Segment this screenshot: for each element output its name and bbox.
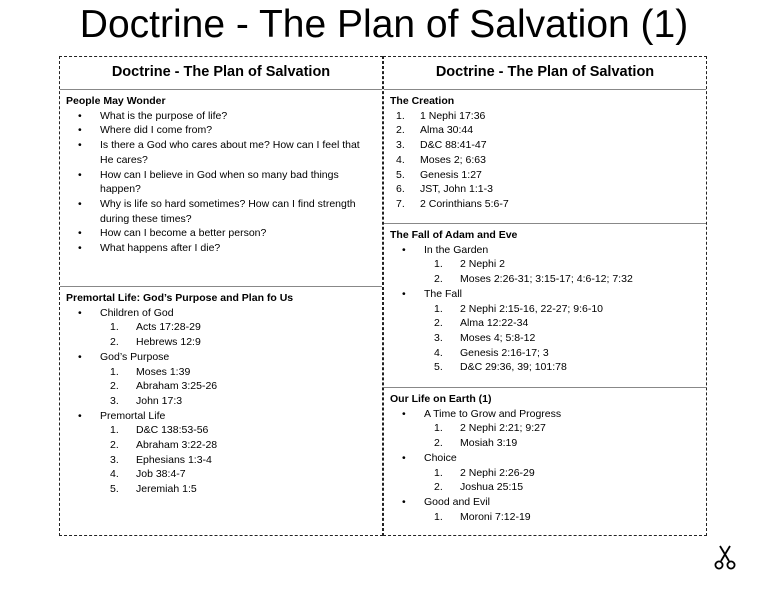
list-item: • Is there a God who cares about me? How can I feel that He cares? <box>66 138 376 167</box>
scripture-ref: 5. Genesis 1:27 <box>396 168 482 181</box>
scripture-ref: 1. 1 Nephi 17:36 <box>396 109 486 122</box>
scripture-ref: 4. Job 38:4-7 <box>110 468 186 481</box>
scripture-ref: 2. Moses 2:26-31; 3:15-17; 4:6-12; 7:32 <box>434 273 633 286</box>
left-card-header: Doctrine - The Plan of Salvation <box>60 57 382 90</box>
scripture-ref: 1. Moroni 7:12-19 <box>434 510 531 523</box>
scripture-ref: 1. 2 Nephi 2:21; 9:27 <box>434 422 546 435</box>
list-item: • What happens after I die? <box>66 241 376 256</box>
scripture-ref: 1. Acts 17:28-29 <box>110 321 201 334</box>
scripture-ref: 1. 2 Nephi 2 <box>434 258 505 271</box>
scripture-ref: 1. 2 Nephi 2:26-29 <box>434 466 535 479</box>
premortal-list <box>66 306 376 497</box>
premortal-life-title: Premortal Life: God’s Purpose and Plan fo Us <box>66 292 294 304</box>
people-may-wonder-title: People May Wonder <box>66 95 166 107</box>
list-item: • In the Garden <box>390 243 700 258</box>
scissors-icon <box>712 544 738 570</box>
list-item: • God’s Purpose <box>66 350 376 365</box>
scripture-ref: 4. Moses 2; 6:63 <box>396 153 486 166</box>
scripture-ref: 3. John 17:3 <box>110 394 183 407</box>
list-item: • How can I become a better person? <box>66 226 376 241</box>
list-item: • Good and Evil <box>390 495 700 510</box>
scripture-ref: 7. 2 Corinthians 5:6-7 <box>396 197 509 210</box>
list-item: • Choice <box>390 451 700 466</box>
creation-list <box>390 109 700 212</box>
right-card-header: Doctrine - The Plan of Salvation <box>384 57 706 90</box>
wonder-list <box>66 109 376 256</box>
fall-title: The Fall of Adam and Eve <box>390 229 518 241</box>
fall-section <box>384 224 706 388</box>
list-item: • Premortal Life <box>66 409 376 424</box>
scripture-ref: 3. Moses 4; 5:8-12 <box>434 331 536 344</box>
scripture-ref: 2. Abraham 3:22-28 <box>110 439 218 452</box>
right-card <box>383 56 707 536</box>
scripture-ref: 2. Alma 12:22-34 <box>434 317 529 330</box>
list-item: • Children of God <box>66 306 376 321</box>
life-on-earth-title: Our Life on Earth (1) <box>390 393 492 405</box>
scripture-ref: 2. Mosiah 3:19 <box>434 437 518 450</box>
page-title: Doctrine - The Plan of Salvation (1) <box>79 3 689 46</box>
left-card <box>59 56 383 536</box>
earth-list <box>390 407 700 525</box>
creation-title: The Creation <box>390 95 455 107</box>
scripture-ref: 1. Moses 1:39 <box>110 365 191 378</box>
life-on-earth-section <box>384 388 706 532</box>
scripture-ref: 4. Genesis 2:16-17; 3 <box>434 346 549 359</box>
scripture-ref: 5. D&C 29:36, 39; 101:78 <box>434 361 567 374</box>
creation-section <box>384 90 706 224</box>
list-item: • What is the purpose of life? <box>66 109 376 124</box>
scripture-ref: 3. D&C 88:41-47 <box>396 139 487 152</box>
scripture-ref: 6. JST, John 1:1-3 <box>396 183 493 196</box>
people-may-wonder-section <box>60 90 382 287</box>
scripture-ref: 3. Ephesians 1:3-4 <box>110 453 212 466</box>
scripture-ref: 1. 2 Nephi 2:15-16, 22-27; 9:6-10 <box>434 302 604 315</box>
list-item: • The Fall <box>390 287 700 302</box>
scripture-ref: 5. Jeremiah 1:5 <box>110 483 197 496</box>
list-item: • Why is life so hard sometimes? How can I find strength during these times? <box>66 197 376 226</box>
list-item: • Where did I come from? <box>66 123 376 138</box>
scripture-ref: 2. Alma 30:44 <box>396 124 474 137</box>
scripture-ref: 1. D&C 138:53-56 <box>110 424 209 437</box>
scripture-ref: 2. Abraham 3:25-26 <box>110 380 218 393</box>
list-item: • How can I believe in God when so many bad things happen? <box>66 168 376 197</box>
scripture-ref: 2. Joshua 25:15 <box>434 481 524 494</box>
list-item: • A Time to Grow and Progress <box>390 407 700 422</box>
scripture-ref: 2. Hebrews 12:9 <box>110 336 201 349</box>
premortal-life-section <box>60 287 382 532</box>
fall-list <box>390 243 700 375</box>
